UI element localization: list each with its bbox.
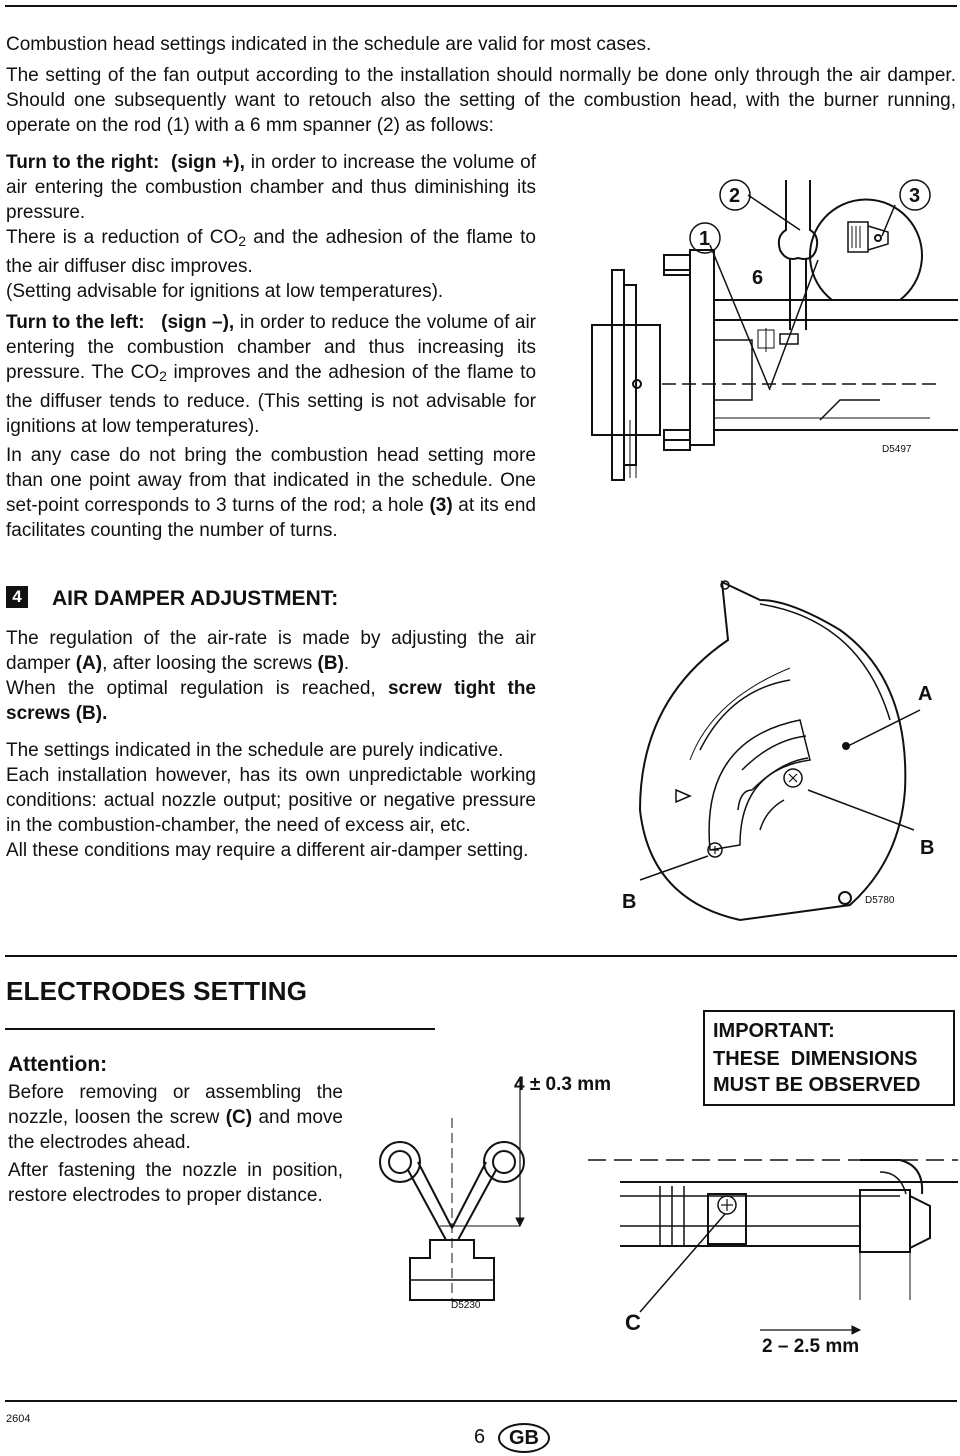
- air-damper-p3: The settings indicated in the schedule are purely indicative.: [6, 740, 504, 761]
- attention-label: Attention:: [8, 1053, 108, 1076]
- dimension-2mm: 2 – 2.5 mm: [762, 1336, 860, 1357]
- air-damper-p1b: (A): [75, 653, 103, 674]
- electrodes-title: ELECTRODES SETTING: [6, 976, 308, 1006]
- callout-label-1: 1: [699, 228, 711, 250]
- air-damper-p1e: .: [343, 653, 350, 674]
- damper-label-B-right: B: [920, 837, 935, 859]
- page-number: 6: [474, 1426, 486, 1448]
- callout-label-6: 6: [752, 267, 764, 289]
- important-line-2: THESE DIMENSIONS: [713, 1048, 918, 1070]
- air-damper-p2a: When the optimal regulation is reached,: [6, 678, 388, 699]
- turn-left-text2: improves and the adhesion of the flame to the diffuser tends to reduce. (This setting is not advisable for ignitions at low temperatures).: [6, 362, 537, 437]
- air-damper-p1d: (B): [317, 653, 344, 674]
- turn-right-text2a: There is a reduction of CO: [6, 227, 239, 248]
- electrode-left-insulator: [380, 1142, 420, 1182]
- air-damper-p1a: The regulation of the air-rate is made by adjusting the air damper: [6, 628, 536, 674]
- intro-paragraph-2-text: The setting of the fan output according to the installation should normally be done only through the air damper. Should one subsequently want to retouch also the setting of the combustion head, with the burner running, operate on the rod (1) with a 6 mm spanner (2) as follows:: [6, 65, 956, 136]
- figure1-code: D5497: [882, 444, 912, 455]
- turn-right-sign: (sign +),: [170, 152, 245, 173]
- air-damper-p5: All these conditions may require a different air-damper setting.: [6, 840, 529, 861]
- section-number-4: 4: [6, 586, 28, 608]
- turn-left-text: in order to reduce the volume of air entering the combustion chamber and thus increasing its pressure. The CO: [6, 312, 536, 383]
- turn-right-text2b: and the adhesion of the flame to the air diffuser disc improves.: [6, 227, 536, 277]
- turn-right-text: in order to increase the volume of air entering the combustion chamber and thus diminishing its pressure.: [6, 152, 536, 223]
- electrodes-p1c: and move the electrodes ahead.: [8, 1107, 343, 1153]
- callout-label-3: 3: [909, 185, 921, 207]
- nozzle-hex: [860, 1190, 910, 1252]
- in-any-case-t2: at its end facilitates counting the number of turns.: [6, 495, 536, 541]
- damper-label-A: A: [918, 683, 933, 705]
- figure2-code: D5780: [865, 895, 895, 906]
- language-badge: GB: [498, 1423, 550, 1453]
- in-any-case-t1: In any case do not bring the combustion head setting more than one point away from that indicated in the schedule. One set-point corresponds to 3 turns of the rod; a hole: [6, 445, 536, 516]
- electrodes-p1b: (C): [225, 1107, 253, 1128]
- figure3-code: D5230: [451, 1300, 481, 1311]
- footer-code: 2604: [6, 1413, 31, 1425]
- dimension-4mm: 4 ± 0.3 mm: [514, 1074, 612, 1095]
- bottom-rule: [5, 1400, 957, 1402]
- turn-left-sign: (sign –),: [161, 312, 235, 333]
- electrodes-p1a: Before removing or assembling the nozzle, loosen the screw: [8, 1082, 343, 1128]
- damper-label-B-left: B: [622, 891, 637, 913]
- turn-left-label: Turn to the left:: [6, 312, 145, 333]
- intro-paragraph-1: Combustion head settings indicated in the schedule are valid for most cases.: [6, 34, 652, 55]
- turn-left-sub: 2: [159, 368, 167, 384]
- label-C: C: [625, 1310, 641, 1335]
- callout-label-2: 2: [729, 185, 741, 207]
- air-damper-p4: Each installation however, has its own unpredictable working conditions: actual nozzle output; positive or negative pressure in the combustion-chamber, the need of excess air, etc.: [6, 765, 536, 836]
- important-line-3: MUST BE OBSERVED: [713, 1074, 921, 1096]
- turn-right-sub: 2: [238, 233, 247, 249]
- turn-right-text3: (Setting advisable for ignitions at low temperatures).: [6, 281, 444, 302]
- electrode-right-insulator: [484, 1142, 524, 1182]
- air-damper-p1c: , after loosing the screws: [102, 653, 318, 674]
- electrodes-paragraph-2: After fastening the nozzle in position, restore electrodes to proper distance.: [8, 1160, 343, 1206]
- turn-right-label: Turn to the right:: [6, 152, 160, 173]
- air-damper-p2b: screw tight the screws (B).: [6, 678, 536, 724]
- in-any-case-ref: (3): [429, 495, 453, 516]
- important-line-1: IMPORTANT:: [713, 1020, 835, 1042]
- air-damper-title: AIR DAMPER ADJUSTMENT:: [52, 587, 339, 610]
